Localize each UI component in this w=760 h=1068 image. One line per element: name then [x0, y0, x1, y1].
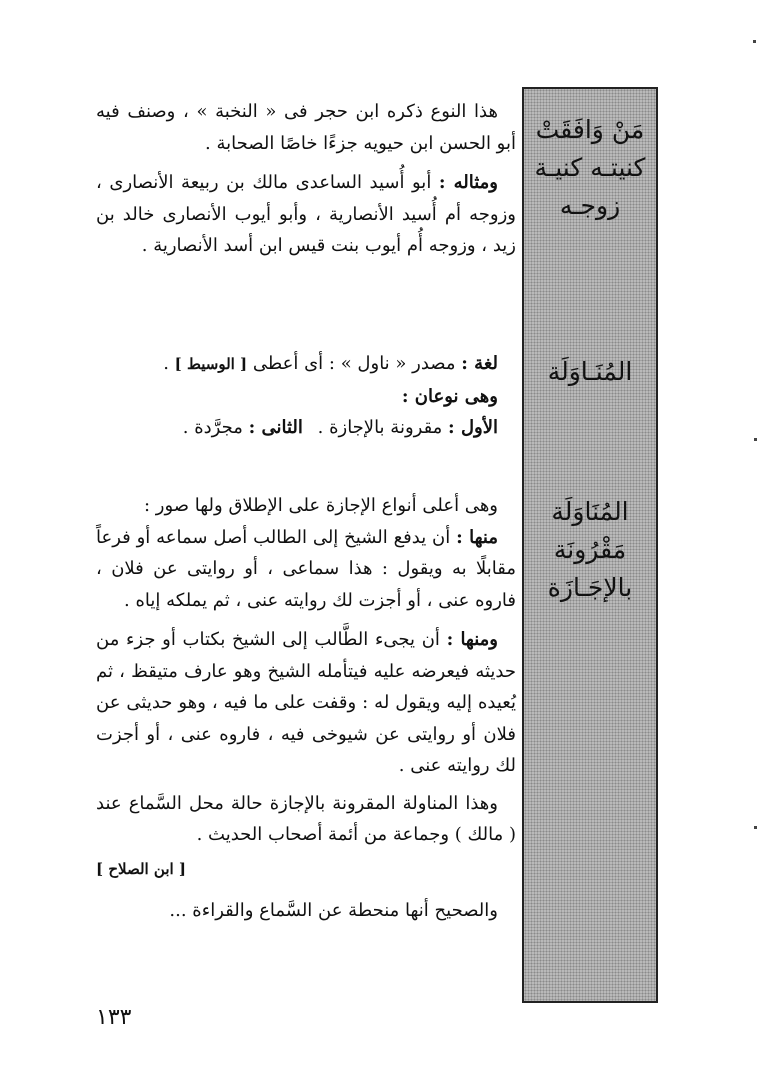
heading-munawala: [524, 353, 656, 391]
types-line: [96, 412, 516, 444]
heading-munawala-with-ijaza: [524, 493, 656, 607]
paragraph: [96, 167, 516, 262]
paragraph: [96, 490, 516, 522]
paragraph: [96, 522, 516, 617]
label-among-them: منها :: [456, 526, 498, 548]
paragraph-text: هذا النوع ذكره ابن حجر فى « النخبة » ، وصنف فيه أبو الحسن ابن حيويه جزءًا خاصًا الصحابة .: [96, 101, 516, 154]
heading-line: المُنَاوَلَة مَقْرُونَة: [551, 497, 629, 564]
definition-line: [96, 348, 516, 381]
paragraph-text: أبو أُسيد الساعدى مالك بن ربيعة الأنصارى ، وزوجه أم أُسيد الأنصارية ، وأبو أيوب الأنصارى خالد بن زيد ، وزوجه أُم أيوب بنت قيس ابن أسد الأنصارية .: [96, 172, 516, 256]
reference-line: [96, 853, 516, 886]
types-intro: وهى نوعان :: [401, 385, 498, 407]
scan-mark: [754, 826, 757, 829]
reference-wasit: [ الوسيط ]: [174, 355, 248, 373]
label-language: لغة :: [461, 353, 498, 374]
paragraph: [96, 624, 516, 782]
scan-mark: [753, 40, 756, 43]
section-same-kunya-text: [96, 96, 516, 262]
label-second: الثانى :: [248, 417, 303, 438]
paragraph-text: أن يدفع الشيخ إلى الطالب أصل سماعه أو فرعاً مقابلًا به ويقول : هذا سماعى ، أو روايتى عن فلان ، فاروه عنى ، أو أجزت لك روايته عنى ، ثم يملكه إياه .: [96, 526, 516, 611]
heading-line: زوجـه: [559, 191, 621, 220]
paragraph: [96, 96, 516, 159]
paragraph: [96, 895, 516, 927]
reference-ibn-salah: [ ابن الصلاح ]: [96, 859, 186, 878]
section-munawala-text: [96, 348, 516, 444]
sidebar-headings: [522, 87, 658, 1003]
page-number: ١٣٣: [96, 1005, 132, 1030]
heading-line: بالإجَـازَة: [547, 573, 633, 602]
scan-mark: [754, 438, 757, 441]
type-second: مجرَّدة .: [182, 417, 249, 438]
heading-line: كنيتـه كنيـة: [534, 153, 646, 182]
heading-line: مَنْ وَافَقَتْ: [535, 115, 645, 144]
label-and-among-them: ومنها :: [446, 629, 498, 650]
paragraph: [96, 788, 516, 851]
paragraph-text: وهذا المناولة المقرونة بالإجازة حالة محل السَّماع عند ( مالك ) وجماعة من أئمة أصحاب الحديث .: [96, 792, 516, 845]
paragraph-text: والصحيح أنها منحطة عن السَّماع والقراءة ...: [169, 900, 498, 921]
definition-text: مصدر « ناول » : أى أعطى: [247, 353, 462, 374]
paragraph-text: وهى أعلى أنواع الإجازة على الإطلاق ولها صور :: [143, 495, 498, 516]
heading-same-kunya: [524, 111, 656, 225]
label-first: الأول :: [448, 417, 498, 438]
paragraph-text: أن يجىء الطَّالب إلى الشيخ بكتاب أو جزء من حديثه فيعرضه عليه فيتأمله الشيخ وهو عارف متيقظ ، ثم يُعيده إليه ويقول له : وقفت على ما فيه ، وهو حديثى عن فلان أو روايتى عن شيوخى فيه ، فاروه عنى ، أو أجزت لك روايته عنى .: [96, 629, 516, 776]
label-example: ومثاله :: [438, 172, 498, 193]
punctuation: .: [163, 353, 175, 374]
type-first: مقرونة بالإجازة .: [311, 417, 449, 438]
heading-line: المُنَـاوَلَة: [547, 357, 633, 386]
section-munawala-ijaza-text: [96, 490, 516, 927]
